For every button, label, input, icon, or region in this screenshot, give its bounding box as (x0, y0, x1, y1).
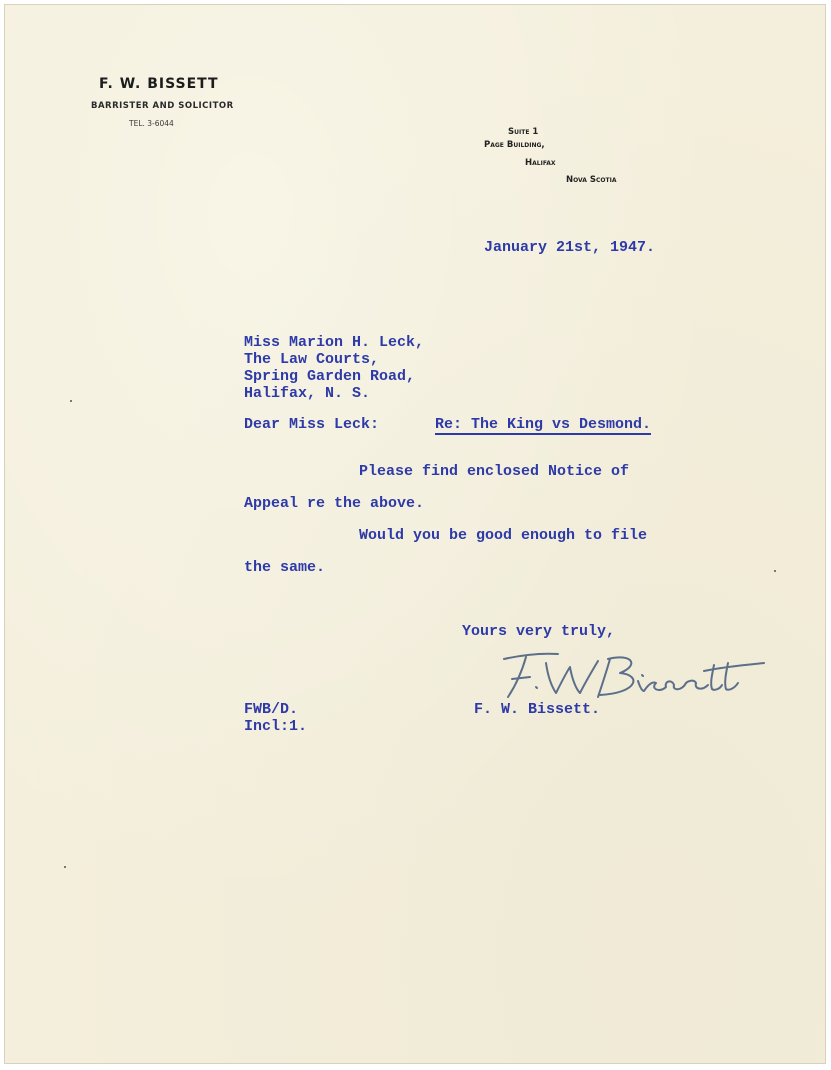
letterhead-title: BARRISTER AND SOLICITOR (91, 101, 234, 111)
paper-speck (774, 570, 776, 572)
address-line-city: Halifax (525, 158, 556, 168)
paper-speck (64, 866, 66, 868)
body-line-3: Would you be good enough to file (359, 527, 648, 544)
reference-enclosure: Incl:1. (244, 718, 308, 735)
reference-initials: FWB/D. (244, 701, 299, 718)
recipient-line-name: Miss Marion H. Leck, (244, 334, 425, 351)
body-line-1: Please find enclosed Notice of (359, 463, 630, 480)
address-line-suite: Suite 1 (508, 127, 539, 137)
address-line-province: Nova Scotia (566, 175, 617, 185)
letter-date: January 21st, 1947. (484, 239, 656, 256)
recipient-line-office: The Law Courts, (244, 351, 380, 368)
recipient-line-city: Halifax, N. S. (244, 385, 371, 402)
address-line-building: Page Building, (484, 140, 545, 150)
body-line-4: the same. (244, 559, 326, 576)
letter-page (4, 4, 826, 1064)
letterhead-name: F. W. BISSETT (99, 76, 219, 92)
closing: Yours very truly, (462, 623, 616, 640)
salutation: Dear Miss Leck: (244, 416, 380, 433)
paper-speck (70, 400, 72, 402)
signer-name: F. W. Bissett. (474, 701, 601, 718)
body-line-2: Appeal re the above. (244, 495, 425, 512)
recipient-line-street: Spring Garden Road, (244, 368, 416, 385)
subject-line: Re: The King vs Desmond. (435, 416, 652, 433)
letterhead-tel: TEL. 3-6044 (129, 119, 174, 128)
